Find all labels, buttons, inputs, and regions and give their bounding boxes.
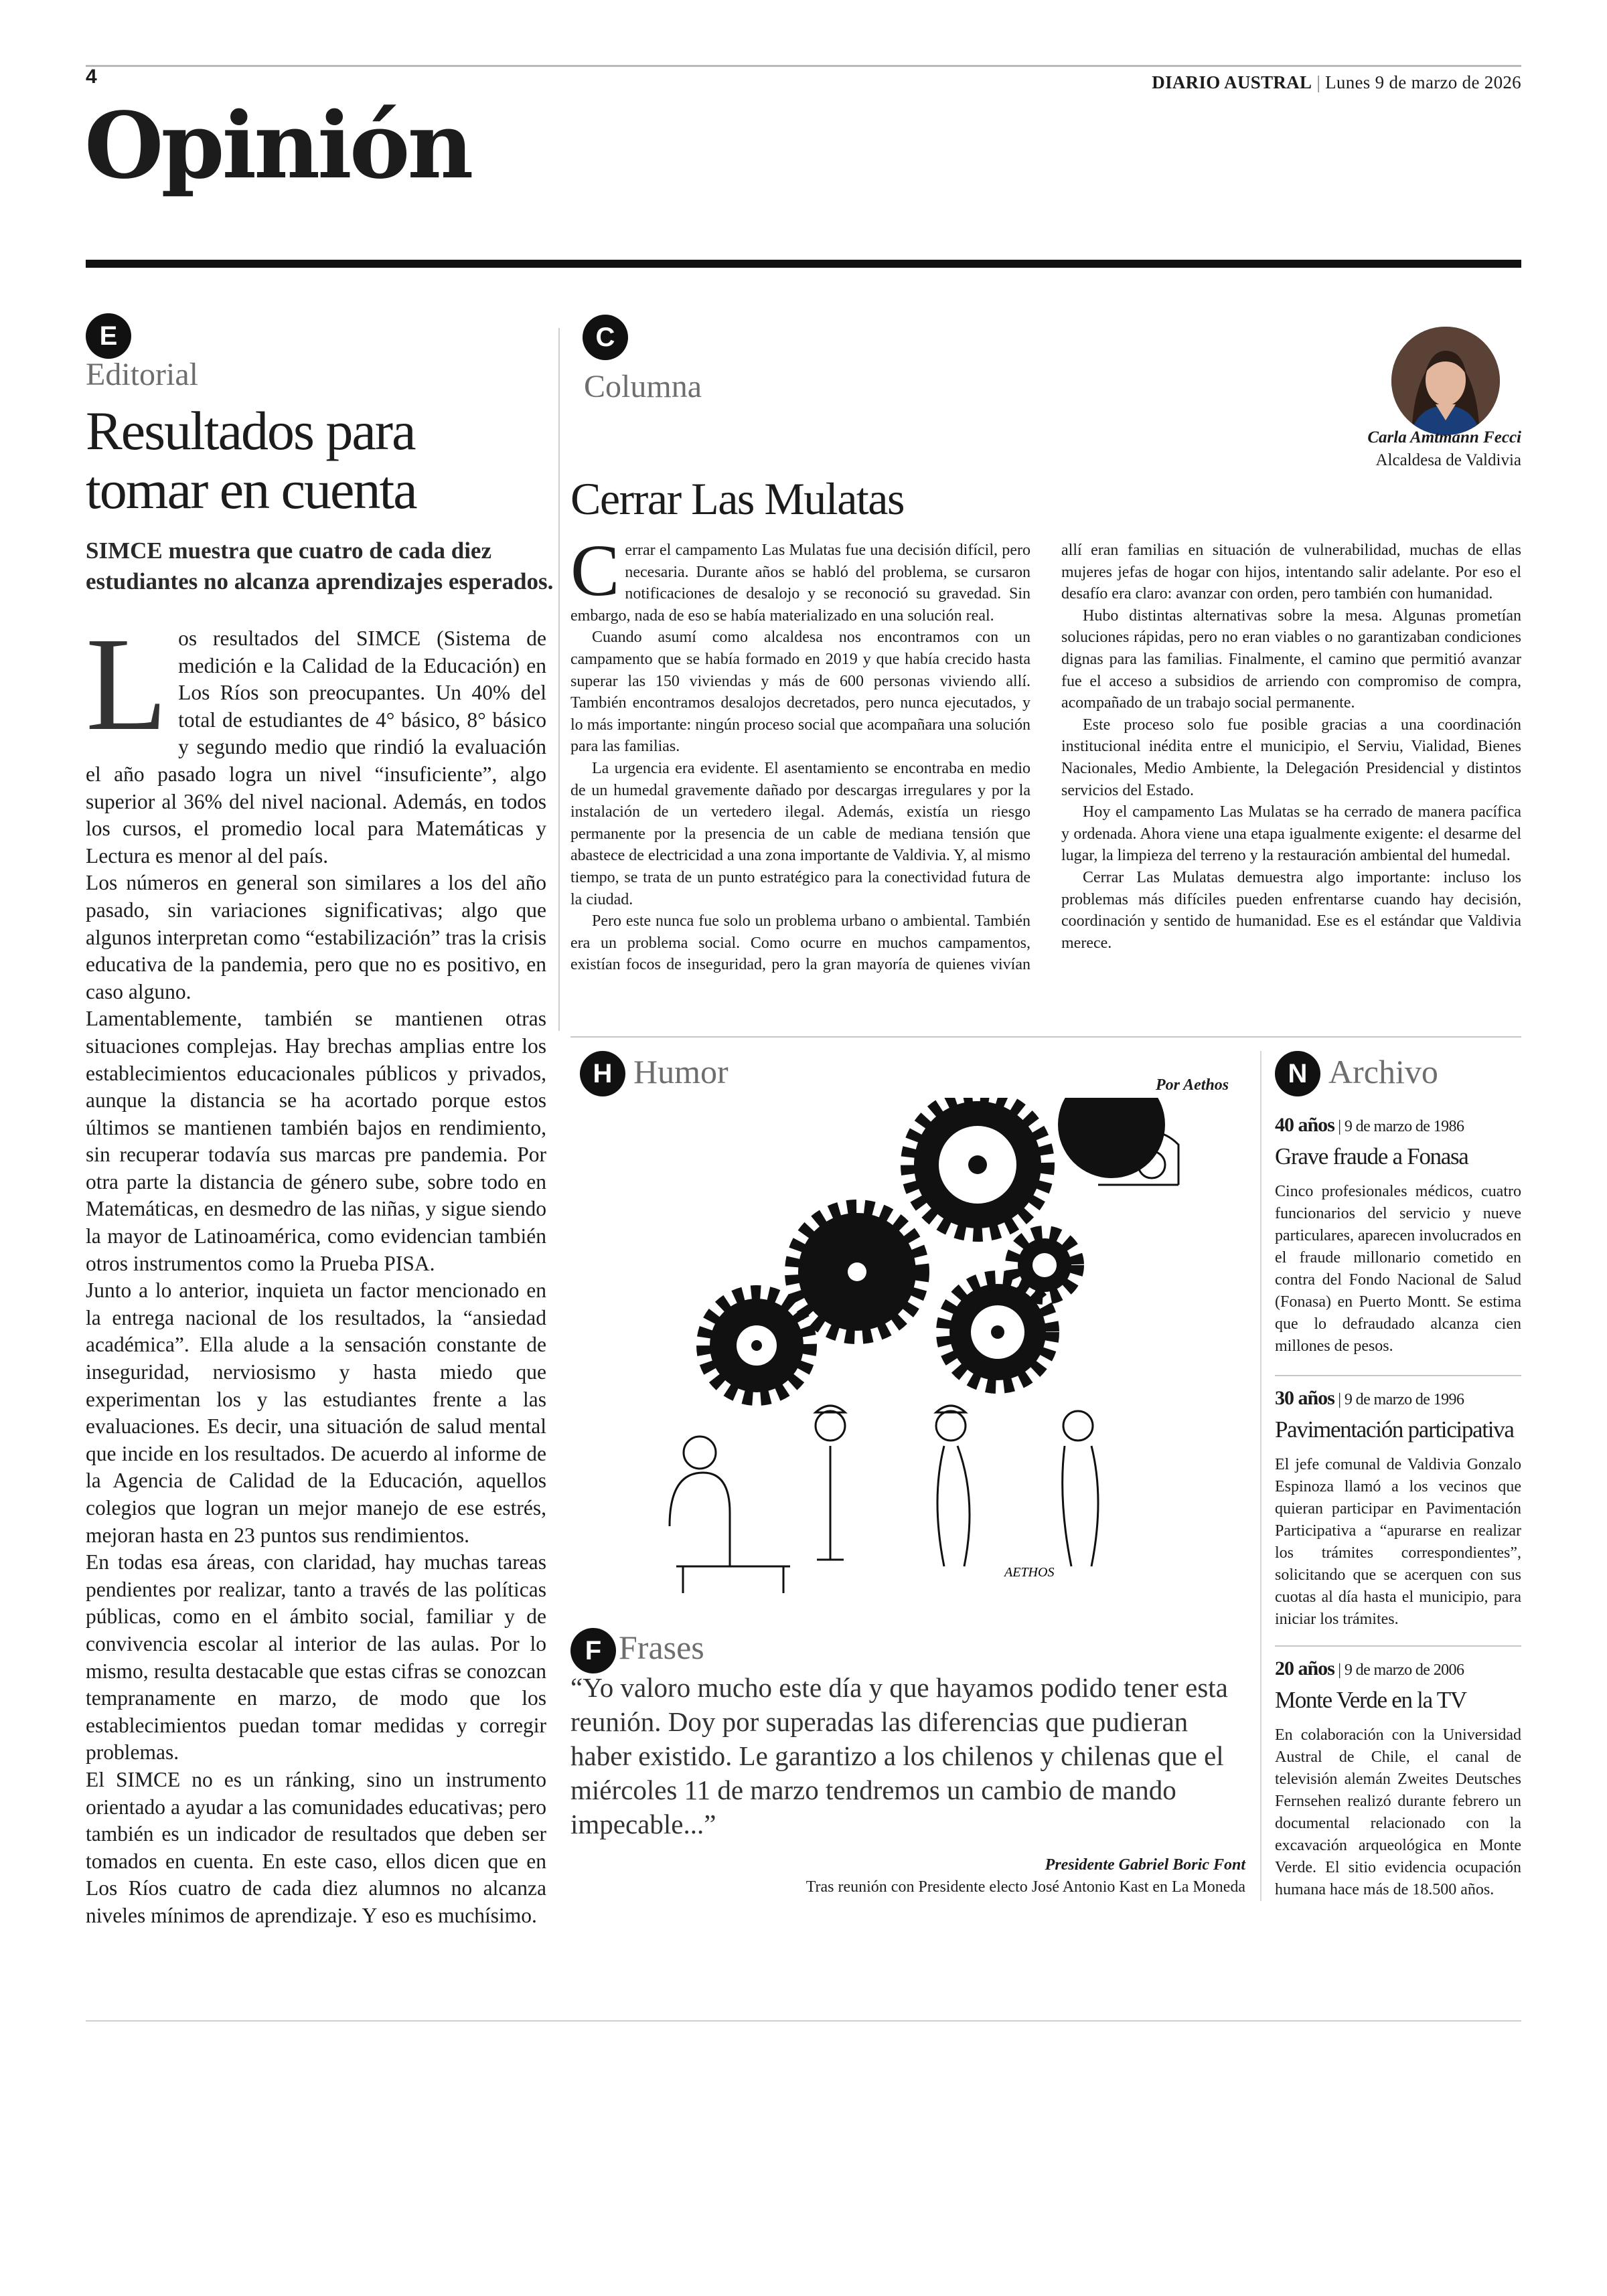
author-role: Alcaldesa de Valdivia xyxy=(1375,451,1521,469)
archive-headline: Grave fraude a Fonasa xyxy=(1275,1143,1468,1169)
frase-quote: “Yo valoro mucho este día y que hayamos podido tener esta reunión. Doy por superadas las diferencias que pudieran haber existido. Le garantizo a los chilenos y chilenas que el miércoles 11 de marzo tendremos un cambio de mando impecable...” xyxy=(570,1672,1228,1839)
humor-title: Humor xyxy=(633,1053,729,1090)
editorial-headline-line1: Resultados para xyxy=(86,400,415,461)
frases-badge: F xyxy=(570,1628,616,1673)
section-title: Opinión xyxy=(84,92,471,199)
page-number: 4 xyxy=(86,66,97,88)
frase-context: Tras reunión con Presidente electo José Antonio Kast en La Moneda xyxy=(806,1878,1245,1896)
editorial-headline-line2: tomar en cuenta xyxy=(86,459,416,520)
archive-date-line: 20 años | 9 de marzo de 2006 xyxy=(1275,1657,1464,1679)
archive-headline: Pavimentación participativa xyxy=(1275,1416,1514,1443)
column-paragraph: Cerrar Las Mulatas demuestra algo importante: incluso los problemas más difíciles pueden enfrentarse cuando hay decisión, coordinación y sentido de humanidad. Ese es el estándar que Valdivia merece. xyxy=(1061,868,1521,952)
column-paragraph: Cerrar el campamento Las Mulatas fue una decisión difícil, pero necesaria. Durante años se habló del problema, se cursaron notificaciones de desalojo y se reconoció su gravedad. Sin embargo, nada de eso se había materializado en una solución real. xyxy=(570,529,1030,625)
column-divider xyxy=(558,328,560,1031)
editorial-paragraph: Junto a lo anterior, inquieta un factor mencionado en la entrega nacional de los resultados, la “ansiedad académica”. Ella alude a la sensación constante de inseguridad, nerviosismo y hasta miedo que experimentan los y las estudiantes frente a las evaluaciones. Es decir, una situación de salud mental que incide en los resultados. De acuerdo al informe de la Agencia de Calidad de la Educación, aquellos colegios que logran un mejor manejo de ese estrés, mejoran hasta en 23 puntos sus rendimientos. xyxy=(86,1279,546,1547)
editorial-paragraph: Los números en general son similares a los del año pasado, sin variaciones significativas; algo que algunos interpretan como “estabilización” tras la crisis educativa de la pandemia, pero que no es positivo, en caso alguno. xyxy=(86,871,546,1003)
frases-title: Frases xyxy=(619,1629,704,1666)
archive-text: Cinco profesionales médicos, cuatro funcionarios del servicio y nueve particulares, aparecen involucrados en el fraude millonario cometido en contra del Fondo Nacional de Salud (Fonasa) en Puerto Montt. Se estima que lo defraudado alcanza cien millones de pesos. xyxy=(1275,1183,1521,1355)
issue-date: Lunes 9 de marzo de 2026 xyxy=(1325,72,1521,92)
archive-date-line: 40 años | 9 de marzo de 1986 xyxy=(1275,1114,1464,1136)
column-paragraph: Cuando asumí como alcaldesa nos encontramos con un campamento que se había formado en 2019 y que había crecido hasta superar las 150 viviendas y más de 600 personas viviendo allí. También encontramos desalojos decretados, pero nunca ejecutados, y lo más importante: ningún proceso social que acompañara una solución para las familias. xyxy=(570,629,1030,756)
bottom-rule xyxy=(86,2020,1521,2022)
editorial-deck: SIMCE muestra que cuatro de cada diez estudiantes no alcanza aprendizajes esperados. xyxy=(86,538,554,594)
column-paragraph: Este proceso solo fue posible gracias a una coordinación institucional inédita entre el municipio, el Serviu, Vialidad, Bienes Nacionales, Medio Ambiente, la Delegación Presidencial y distintos servicios del Estado. xyxy=(1061,716,1521,799)
mid-rule xyxy=(570,1036,1521,1038)
column-paragraph: La urgencia era evidente. El asentamiento se encontraba en medio de un humedal gravemente dañado por descargas irregulares y por la instalación de un vertedero ilegal. Además, existía un riesgo permanente por la presencia de un cable de mediana tensión que abastece de electricidad a una zona importante de Valdivia. Y, al mismo tiempo, se trata de un punto estratégico para la conectividad futura de la ciudad. xyxy=(570,759,1030,908)
editorial-paragraph: En todas esa áreas, con claridad, hay muchas tareas pendientes por realizar, tanto a través de las políticas públicas, como en el ámbito social, familiar y de convivencia escolar al interior de las aulas. Por lo mismo, resulta destacable que estas cifras se conozcan tempranamente en marzo, de modo que los establecimientos puedan tomar medidas y corregir problemas. xyxy=(86,1550,546,1765)
humor-badge: H xyxy=(580,1051,625,1096)
author-name: Carla Amtmann Fecci xyxy=(1367,428,1521,446)
editorial-kicker: Editorial xyxy=(86,357,198,392)
archive-rule xyxy=(1275,1375,1521,1376)
column-kicker: Columna xyxy=(584,369,702,404)
cartoon-credit: Por Aethos xyxy=(1156,1076,1229,1094)
cartoon-signature: AETHOS xyxy=(1004,1565,1055,1580)
archive-divider xyxy=(1260,1051,1261,1901)
editorial-paragraph: Lamentablemente, también se mantienen otras situaciones complejas. Hay brechas amplias entre los establecimientos educacionales públicos y privados, aunque la distancia se ha acortado porque estos últimos se mantienen también bajos en rendimiento, sin recuperar todavía sus marcas pre pandemia. Por otra parte la distancia de género sube, sobre todo en Matemáticas, en desmedro de las niñas, y sigue siendo la mayor de Latinoamérica, como evidencian también otros instrumentos como la Prueba PISA. xyxy=(86,1007,546,1275)
editorial-paragraph: Los resultados del SIMCE (Sistema de medición e la Calidad de la Educación) en Los Ríos son preocupantes. Un 40% del total de estudiantes de 4° básico, 8° básico y segundo medio que rindió la evaluación el año pasado logra un nivel “insuficiente”, algo superior al 36% del nivel nacional. Además, en todos los cursos, el promedio local para Matemáticas y Lectura es menor al del país. xyxy=(86,610,546,868)
editorial-paragraph: El SIMCE no es un ránking, sino un instrumento orientado a ayudar a las comunidades educativas; pero también es un indicador de resultados que deben ser tomados en cuenta. En este caso, ellos dicen que en Los Ríos cuatro de cada diez alumnos no alcanza niveles mínimos de aprendizaje. Y eso es muchísimo. xyxy=(86,1767,546,1927)
column-dropcap: C xyxy=(570,529,620,611)
archive-date-line: 30 años | 9 de marzo de 1996 xyxy=(1275,1387,1464,1409)
archivo-badge: N xyxy=(1275,1051,1320,1096)
archivo-title: Archivo xyxy=(1328,1053,1438,1090)
archive-text: En colaboración con la Universidad Austral de Chile, el canal de televisión alemán Zweites Deutsches Fernsehen realizó durante febrero un documental relacionado con la excavación arqueológica en Monte Verde. El sitio evidencia ocupación humana hace más de 18.500 años. xyxy=(1275,1726,1521,1898)
author-photo xyxy=(1391,327,1500,435)
column-paragraph: Pero este nunca fue solo un problema urbano o ambiental. También era un problema social. Como ocurre en muchos campamentos, existían focos de inseguridad, pero la gran mayoría de quienes vivían allí eran familias en situación de vulnerabilidad, muchas de ellas mujeres jefas de hogar con hijos, intentando salir adelante. Por eso el desafío era claro: avanzar con orden, pero también con humanidad. xyxy=(570,542,1521,974)
archive-item xyxy=(1275,1387,1521,1631)
frase-attribution: Presidente Gabriel Boric Font xyxy=(1045,1856,1245,1874)
editorial-badge: E xyxy=(86,313,131,359)
archive-item xyxy=(1275,1657,1521,1901)
editorial-headline xyxy=(86,402,568,519)
cartoon-illustration xyxy=(629,1098,1192,1593)
editorial-body xyxy=(86,610,546,1930)
archive-text: El jefe comunal de Valdivia Gonzalo Espinoza llamó a los vecinos que quieran participar en Pavimentación Participativa a “apurarse en realizar los trámites correspondientes”, solicitando que se acerquen con sus cuotas al día hasta el municipio, para iniciar los trámites. xyxy=(1275,1456,1521,1628)
newspaper-name: DIARIO AUSTRAL xyxy=(1152,72,1312,92)
column-title: Cerrar Las Mulatas xyxy=(570,473,904,524)
column-paragraph: Hubo distintas alternativas sobre la mesa. Algunas prometían soluciones rápidas, pero no eran viables o no garantizaban condiciones dignas para las familias. Finalmente, el camino que permitió avanzar fue el acceso a subsidios de arriendo con compromiso de compra, acompañado de un trabajo social permanente. xyxy=(1061,606,1521,712)
section-rule xyxy=(86,260,1521,268)
editorial-dropcap: L xyxy=(86,610,168,758)
column-paragraph: Hoy el campamento Las Mulatas se ha cerrado de manera pacífica y ordenada. Ahora viene una etapa igualmente exigente: el desarme del lugar, la limpieza del terreno y la restauración ambiental del humedal. xyxy=(1061,803,1521,865)
archive-headline: Monte Verde en la TV xyxy=(1275,1687,1466,1713)
archive-rule xyxy=(1275,1645,1521,1647)
archive-item xyxy=(1275,1114,1521,1358)
column-badge: C xyxy=(583,315,628,360)
top-rule xyxy=(86,65,1521,67)
column-body xyxy=(570,529,1521,976)
masthead: DIARIO AUSTRAL | Lunes 9 de marzo de 2026 xyxy=(1152,72,1521,92)
